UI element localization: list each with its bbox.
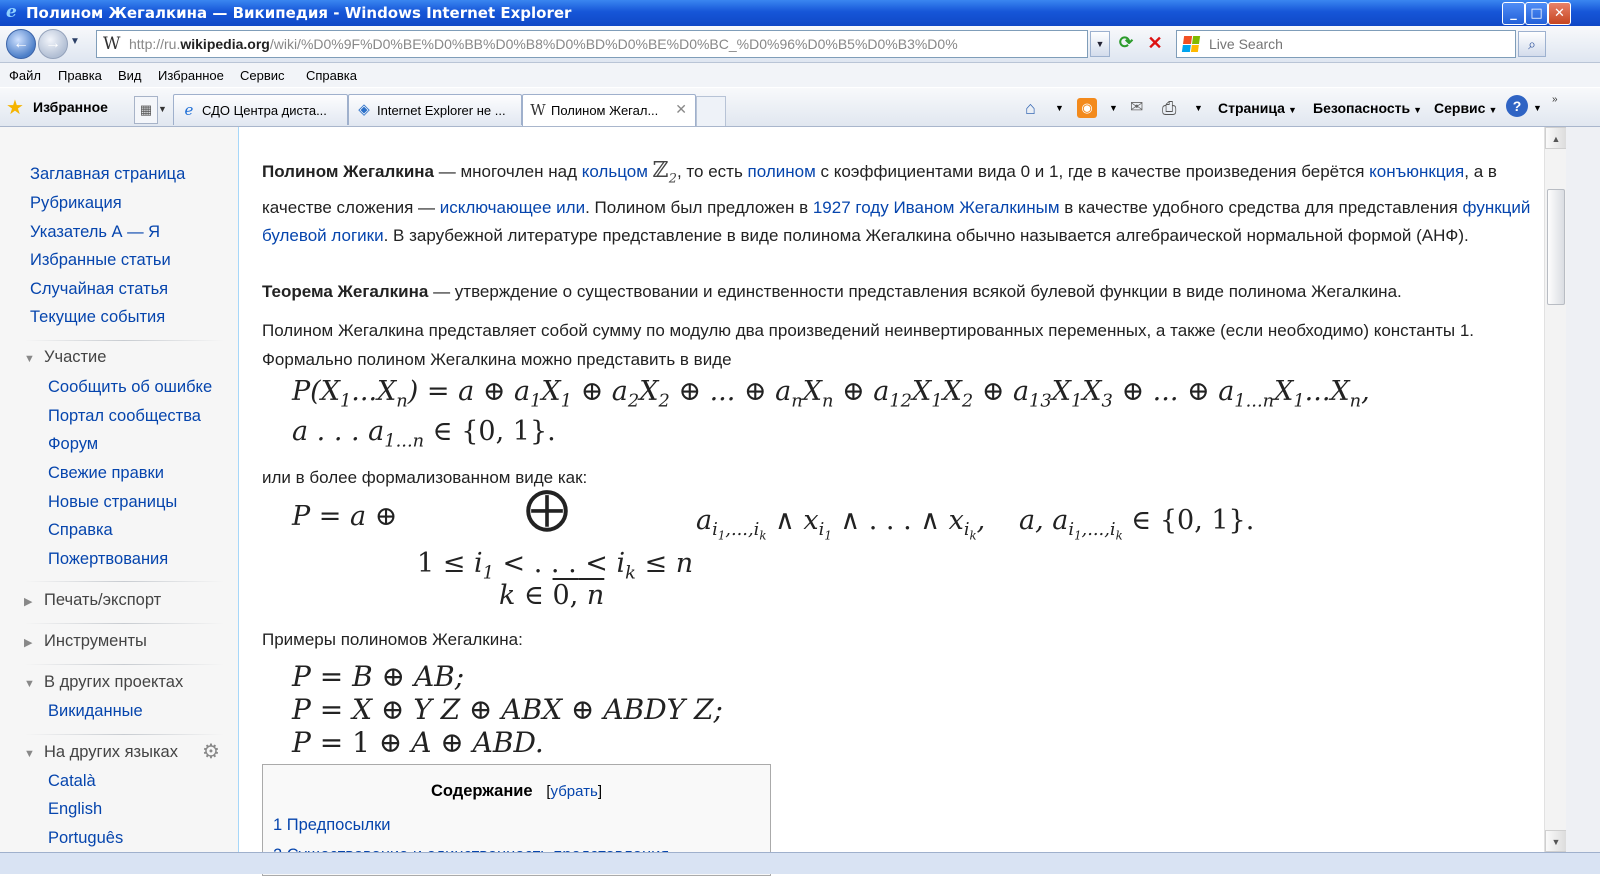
tab-internet-explorer[interactable]: ◈ Internet Explorer не ... xyxy=(348,94,522,125)
formal-paragraph: или в более формализованном виде как: xyxy=(262,468,588,487)
formula-formal-domain: a, $a_{i_1,...,i_k}$ ∈ {0, 1}. xyxy=(1019,505,1255,543)
close-window-button[interactable]: ✕ xyxy=(1548,2,1571,25)
close-tab-icon[interactable]: ✕ xyxy=(675,101,687,117)
language-settings-gear-icon[interactable]: ⚙ xyxy=(202,741,220,763)
sidebar-divider xyxy=(24,581,224,582)
link-xor[interactable]: исключающее или xyxy=(439,197,586,217)
tab-list-dropdown-icon[interactable]: ▼ xyxy=(158,104,167,114)
new-tab-button[interactable] xyxy=(696,96,726,126)
menu-bar xyxy=(0,63,1600,87)
example-3: P = 1 ⊕ A ⊕ ABD. xyxy=(292,726,544,759)
address-field[interactable] xyxy=(96,30,1088,58)
help-dropdown-icon[interactable]: ▼ xyxy=(1533,103,1542,113)
formula-k-range: k ∈ 0, n xyxy=(499,580,605,611)
print-dropdown-icon[interactable]: ▼ xyxy=(1194,103,1203,113)
tab-zhegalkin[interactable]: W Полином Жегал... ✕ xyxy=(522,94,696,126)
link-1927[interactable]: 1927 году xyxy=(812,197,889,217)
windows-flag-icon xyxy=(1182,36,1200,52)
toc-title: Содержание [убрать] xyxy=(430,782,603,800)
ie-logo-icon: e xyxy=(6,2,17,22)
stop-icon[interactable]: ✕ xyxy=(1147,33,1163,53)
sidebar-heading-participation[interactable]: ▼ Участие xyxy=(24,348,107,366)
expanded-arrow-icon: ▼ xyxy=(24,353,35,365)
maximize-button[interactable]: □ xyxy=(1525,2,1548,25)
toc-hide-link[interactable]: убрать xyxy=(550,783,598,800)
refresh-icon[interactable]: ⟳ xyxy=(1118,33,1134,52)
link-ring[interactable]: кольцом xyxy=(581,162,648,181)
tools-menu-button[interactable]: Сервис ▼ xyxy=(1434,100,1498,116)
status-bar xyxy=(0,852,1600,874)
expanded-arrow-icon: ▼ xyxy=(24,748,35,760)
collapsed-arrow-icon: ▶ xyxy=(24,596,33,608)
sidebar-community-portal[interactable]: Портал сообщества xyxy=(48,407,201,425)
big-xor-operator: ⨁ xyxy=(525,483,569,534)
sidebar-recent-changes[interactable]: Свежие правки xyxy=(48,464,164,482)
rss-feed-icon[interactable]: ◉ xyxy=(1077,98,1097,118)
sidebar-new-pages[interactable]: Новые страницы xyxy=(48,493,178,511)
examples-paragraph: Примеры полиномов Жегалкина: xyxy=(262,630,523,649)
collapsed-arrow-icon: ▶ xyxy=(24,637,33,649)
toc-item[interactable]: 1 Предпосылки xyxy=(273,816,391,834)
sidebar-divider xyxy=(24,623,224,624)
formula-formal-lhs: P = a ⊕ xyxy=(292,501,398,532)
sidebar-featured[interactable]: Избранные статьи xyxy=(30,251,171,269)
article-content xyxy=(239,127,1544,852)
scroll-thumb[interactable] xyxy=(1547,189,1565,305)
minimize-button[interactable]: _ xyxy=(1502,2,1525,25)
formula-coefficients: a . . . $a_{1...n}$ ∈ {0, 1}. xyxy=(292,416,556,452)
favorites-star-icon[interactable]: ★ xyxy=(6,97,24,119)
search-input[interactable] xyxy=(1207,34,1501,54)
sidebar-heading-languages[interactable]: ▼ На других языках xyxy=(24,743,178,761)
menu-help[interactable]: Справка xyxy=(306,68,357,83)
mail-icon[interactable]: ✉ xyxy=(1130,99,1144,116)
formula-examples xyxy=(292,660,723,759)
recent-pages-dropdown-icon[interactable]: ▼ xyxy=(70,36,80,47)
favorites-tab-bar xyxy=(0,88,1600,127)
sidebar-categories[interactable]: Рубрикация xyxy=(30,194,122,212)
menu-favorites[interactable]: Избранное xyxy=(158,68,224,83)
ie-page-icon: e xyxy=(184,101,194,119)
wikipedia-tab-icon: W xyxy=(530,101,546,119)
sidebar-divider xyxy=(24,340,224,341)
sidebar-divider xyxy=(24,664,224,665)
formula-index-range: $1 \le i_1$ < . . . < $i_k \le n$ xyxy=(417,548,694,584)
link-zhegalkin[interactable]: Иваном Жегалкиным xyxy=(893,197,1060,217)
link-polynomial[interactable]: полином xyxy=(747,162,816,181)
sidebar-lang-english[interactable]: English xyxy=(48,800,103,818)
sidebar-help[interactable]: Справка xyxy=(48,521,113,539)
definition-paragraph: Полином Жегалкина представляет собой сумму по модулю два произведений неинвертированных переменных, а также (если необходимо) константы 1. Формально полином Жегалкина можно представить в виде xyxy=(262,321,1475,369)
scroll-up-icon[interactable]: ▲ xyxy=(1545,127,1567,149)
menu-view[interactable]: Вид xyxy=(118,68,142,83)
toolbar-chevron-icon[interactable]: » xyxy=(1552,94,1558,105)
menu-tools[interactable]: Сервис xyxy=(240,68,285,83)
theorem-paragraph: Теорема Жегалкина — утверждение о существовании и единственности представления всякой булевой функции в виде полинома Жегалкина. xyxy=(262,282,1402,301)
address-toolbar xyxy=(0,26,1600,63)
menu-edit[interactable]: Правка xyxy=(58,68,102,83)
address-url[interactable]: http://ru.wikipedia.org/wiki/%D0%9F%D0%BE%D0%BB%D0%B8%D0%BD%D0%BE%D0%BC_%D0%96%D0%B5%D0%B3%D0% xyxy=(129,36,958,52)
window-title: Полином Жегалкина — Википедия - Windows Internet Explorer xyxy=(26,4,572,22)
link-boolean-functions[interactable]: функций булевой логики xyxy=(262,197,1531,246)
example-2: P = X ⊕ Y Z ⊕ ABX ⊕ ABDY Z; xyxy=(292,693,723,726)
sidebar-divider xyxy=(24,734,224,735)
sidebar-heading-print[interactable]: ▶ Печать/экспорт xyxy=(24,591,162,609)
wiki-sidebar xyxy=(0,127,239,852)
sidebar-lang-portugues[interactable]: Português xyxy=(48,829,124,847)
sidebar-forum[interactable]: Форум xyxy=(48,435,99,453)
forward-button[interactable]: → xyxy=(38,29,68,59)
menu-file[interactable]: Файл xyxy=(9,68,41,83)
wikipedia-favicon-icon: W xyxy=(103,34,121,54)
window-title-bar[interactable] xyxy=(0,0,1600,26)
sidebar-index[interactable]: Указатель А — Я xyxy=(30,223,161,241)
sidebar-lang-catala[interactable]: Català xyxy=(48,772,96,790)
sidebar-report-error[interactable]: Сообщить об ошибке xyxy=(48,378,213,396)
formula-formal-terms: $a_{i_1,...,i_k}$ ∧ $x_{i_1}$ ∧ . . . ∧ $x_{i_k}$, xyxy=(696,505,986,543)
home-icon[interactable]: ⌂ xyxy=(1025,98,1036,118)
address-dropdown-button[interactable]: ▼ xyxy=(1090,31,1110,57)
sidebar-heading-tools[interactable]: ▶ Инструменты xyxy=(24,632,147,650)
vertical-scrollbar[interactable] xyxy=(1544,127,1567,852)
z2-math-symbol: ℤ$_2$ xyxy=(652,158,677,187)
home-dropdown-icon[interactable]: ▼ xyxy=(1055,103,1064,113)
ie-help-page-icon: ◈ xyxy=(358,101,370,118)
sidebar-donations[interactable]: Пожертвования xyxy=(48,550,169,568)
back-button[interactable]: ← xyxy=(6,29,36,59)
sidebar-current-events[interactable]: Текущие события xyxy=(30,308,166,326)
favorites-button[interactable]: Избранное xyxy=(33,99,108,115)
quick-tabs-icon[interactable]: ▦ xyxy=(134,96,158,124)
example-1: P = B ⊕ AB; xyxy=(292,660,465,693)
page-menu-button[interactable]: Страница ▼ xyxy=(1218,100,1297,116)
article-intro-paragraph: Полином Жегалкина — многочлен над кольцом ℤ$_2$, то есть полином с коэффициентами вида 0 и 1, где в качестве произведения берётся конъюнкция, а в качестве сложения — исключающее или. Полином был предложен в 1927 году Иваном Жегалкиным в качестве удобного средства для представления функций булевой логики. В зарубежной литературе представление в виде полинома Жегалкина обычно называется алгебраической нормальной формой (АНФ). xyxy=(262,158,1531,246)
sidebar-main-page[interactable]: Заглавная страница xyxy=(30,165,186,183)
feed-dropdown-icon[interactable]: ▼ xyxy=(1109,103,1118,113)
window-right-edge xyxy=(1566,127,1600,852)
sidebar-random[interactable]: Случайная статья xyxy=(30,280,169,298)
formula-general: $P(X_1...X_n) = a$ ⊕ $a_1X_1$ ⊕ $a_2X_2$ ⊕ ... ⊕ $a_nX_n$ ⊕ $a_{12}X_1X_2$ ⊕ $a_{13}X_1X_3$ ⊕ ... ⊕ $a_{1...n}X_1...X_n$, xyxy=(292,376,1370,412)
search-button[interactable]: ⌕ xyxy=(1518,31,1546,57)
search-field[interactable] xyxy=(1176,30,1516,58)
sidebar-heading-other-projects[interactable]: ▼ В других проектах xyxy=(24,673,184,691)
safety-menu-button[interactable]: Безопасность ▼ xyxy=(1313,100,1423,116)
tab-sdo[interactable]: e СДО Центра диста... xyxy=(173,94,348,125)
expanded-arrow-icon: ▼ xyxy=(24,678,35,690)
print-icon[interactable]: ⎙ xyxy=(1162,98,1177,118)
sidebar-wikidata[interactable]: Викиданные xyxy=(48,702,143,720)
link-conjunction[interactable]: конъюнкция xyxy=(1369,162,1465,181)
help-icon[interactable]: ? xyxy=(1506,95,1528,117)
scroll-down-icon[interactable]: ▼ xyxy=(1545,830,1567,852)
